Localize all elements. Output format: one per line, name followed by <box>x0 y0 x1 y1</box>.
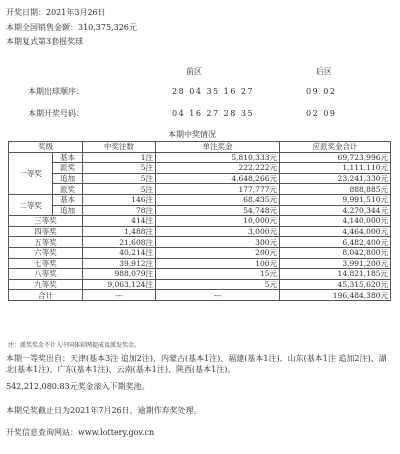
single-cell: 100元 <box>156 258 280 269</box>
total-cell: 4,140,000元 <box>280 216 391 227</box>
single-cell: 3,000元 <box>156 226 280 237</box>
winning-numbers-back: 02 09 <box>306 109 337 118</box>
single-cell: 200元 <box>156 247 280 258</box>
sub-label: 派奖 <box>53 163 83 174</box>
sum-label: 合计 <box>9 290 83 301</box>
single-cell: 300元 <box>156 237 280 248</box>
sub-label: 派奖 <box>53 184 83 195</box>
count-cell: 414注 <box>83 216 156 227</box>
total-cell: 6,482,400元 <box>280 237 391 248</box>
sum-total: 196,484,380元 <box>280 290 391 301</box>
prize-table <box>8 141 391 301</box>
level-label: 九等奖 <box>9 279 83 290</box>
front-zone-label: 前区 <box>186 67 202 76</box>
count-cell: 988,079注 <box>83 269 156 280</box>
table-row <box>9 184 391 195</box>
total-cell: 9,991,510元 <box>280 194 391 205</box>
rollover-note: 542,212,080.83元奖金滚入下期奖池。 <box>6 382 150 391</box>
header-count: 中奖注数 <box>83 142 156 153</box>
level-label: 三等奖 <box>9 216 83 227</box>
table-row <box>9 269 391 280</box>
count-cell: 5注 <box>83 184 156 195</box>
sub-label: 追加 <box>53 173 83 184</box>
first-prize-label: 一等奖 <box>9 152 53 194</box>
level-label: 六等奖 <box>9 247 83 258</box>
sum-count: --- <box>83 290 156 301</box>
count-cell: 21,608注 <box>83 237 156 248</box>
table-sum-row <box>9 290 391 301</box>
draw-date: 开奖日期：2021年3月26日 <box>6 8 106 17</box>
table-row <box>9 226 391 237</box>
count-cell: 78注 <box>83 205 156 216</box>
sub-label: 追加 <box>53 205 83 216</box>
table-row <box>9 205 391 216</box>
count-cell: 40,214注 <box>83 247 156 258</box>
count-cell: 1注 <box>83 152 156 163</box>
total-cell: 888,885元 <box>280 184 391 195</box>
level-label: 七等奖 <box>9 258 83 269</box>
count-cell: 5注 <box>83 173 156 184</box>
single-cell: 5,810,333元 <box>156 152 280 163</box>
single-cell: 68,435元 <box>156 194 280 205</box>
level-label: 八等奖 <box>9 269 83 280</box>
table-row <box>9 152 391 163</box>
level-label: 五等奖 <box>9 237 83 248</box>
website-note: 开奖信息查询网站：www.lottery.gov.cn <box>6 428 155 437</box>
table-row <box>9 237 391 248</box>
single-cell: 54,748元 <box>156 205 280 216</box>
draw-order-front: 28 04 35 16 27 <box>172 87 255 96</box>
table-row <box>9 279 391 290</box>
single-cell: 4,648,266元 <box>156 173 280 184</box>
level-label: 四等奖 <box>9 226 83 237</box>
header-level: 奖级 <box>9 142 83 153</box>
header-total: 应派奖金合计 <box>280 142 391 153</box>
total-cell: 23,241,330元 <box>280 173 391 184</box>
single-cell: 222,222元 <box>156 163 280 174</box>
first-prize-origin: 本期一等奖出自：天津(基本3注 追加2注)、内蒙古(基本1注)、福建(基本1注)、山东(基本1注 追加2注)、湖北(基本1注)、广东(基本1注)、云南(基本1注)、陕西(基本1注)。 <box>6 354 387 374</box>
count-cell: 9,063,124注 <box>83 279 156 290</box>
sub-label: 基本 <box>53 194 83 205</box>
single-cell: 5元 <box>156 279 280 290</box>
table-row <box>9 194 391 205</box>
table-header-row <box>9 142 391 153</box>
single-cell: 177,777元 <box>156 184 280 195</box>
total-cell: 3,991,200元 <box>280 258 391 269</box>
count-cell: 146注 <box>83 194 156 205</box>
table-row <box>9 247 391 258</box>
total-cell: 45,315,620元 <box>280 279 391 290</box>
table-row <box>9 216 391 227</box>
prize-section-title: 本期中奖情况 <box>168 130 216 139</box>
table-footnote: 注：派奖奖金不计入中国体彩网提成及派发奖金。 <box>8 342 141 349</box>
sum-single: --- <box>156 290 280 301</box>
total-cell: 14,821,185元 <box>280 269 391 280</box>
winning-numbers-label: 本期开奖号码： <box>28 109 84 118</box>
total-cell: 69,723,996元 <box>280 152 391 163</box>
count-cell: 1,488注 <box>83 226 156 237</box>
ball-set-note: 本期复式第3套摇奖球 <box>6 37 84 46</box>
sub-label: 基本 <box>53 152 83 163</box>
draw-order-label: 本期出球顺序： <box>28 87 84 96</box>
single-cell: 15元 <box>156 269 280 280</box>
deadline-note: 本期兑奖截止日为2021年7月26日，逾期作弃奖处理。 <box>6 406 202 415</box>
table-row <box>9 258 391 269</box>
table-row <box>9 163 391 174</box>
second-prize-label: 二等奖 <box>9 194 53 215</box>
total-cell: 4,464,000元 <box>280 226 391 237</box>
sales-amount: 本期全国销售金额：310,375,326元 <box>6 23 137 32</box>
draw-order-back: 09 02 <box>306 87 337 96</box>
total-cell: 1,111,110元 <box>280 163 391 174</box>
total-cell: 8,042,800元 <box>280 247 391 258</box>
table-row <box>9 173 391 184</box>
count-cell: 5注 <box>83 163 156 174</box>
total-cell: 4,270,344元 <box>280 205 391 216</box>
count-cell: 39,912注 <box>83 258 156 269</box>
winning-numbers-front: 04 16 27 28 35 <box>172 109 255 118</box>
header-single: 单注奖金 <box>156 142 280 153</box>
single-cell: 10,000元 <box>156 216 280 227</box>
back-zone-label: 后区 <box>316 67 332 76</box>
